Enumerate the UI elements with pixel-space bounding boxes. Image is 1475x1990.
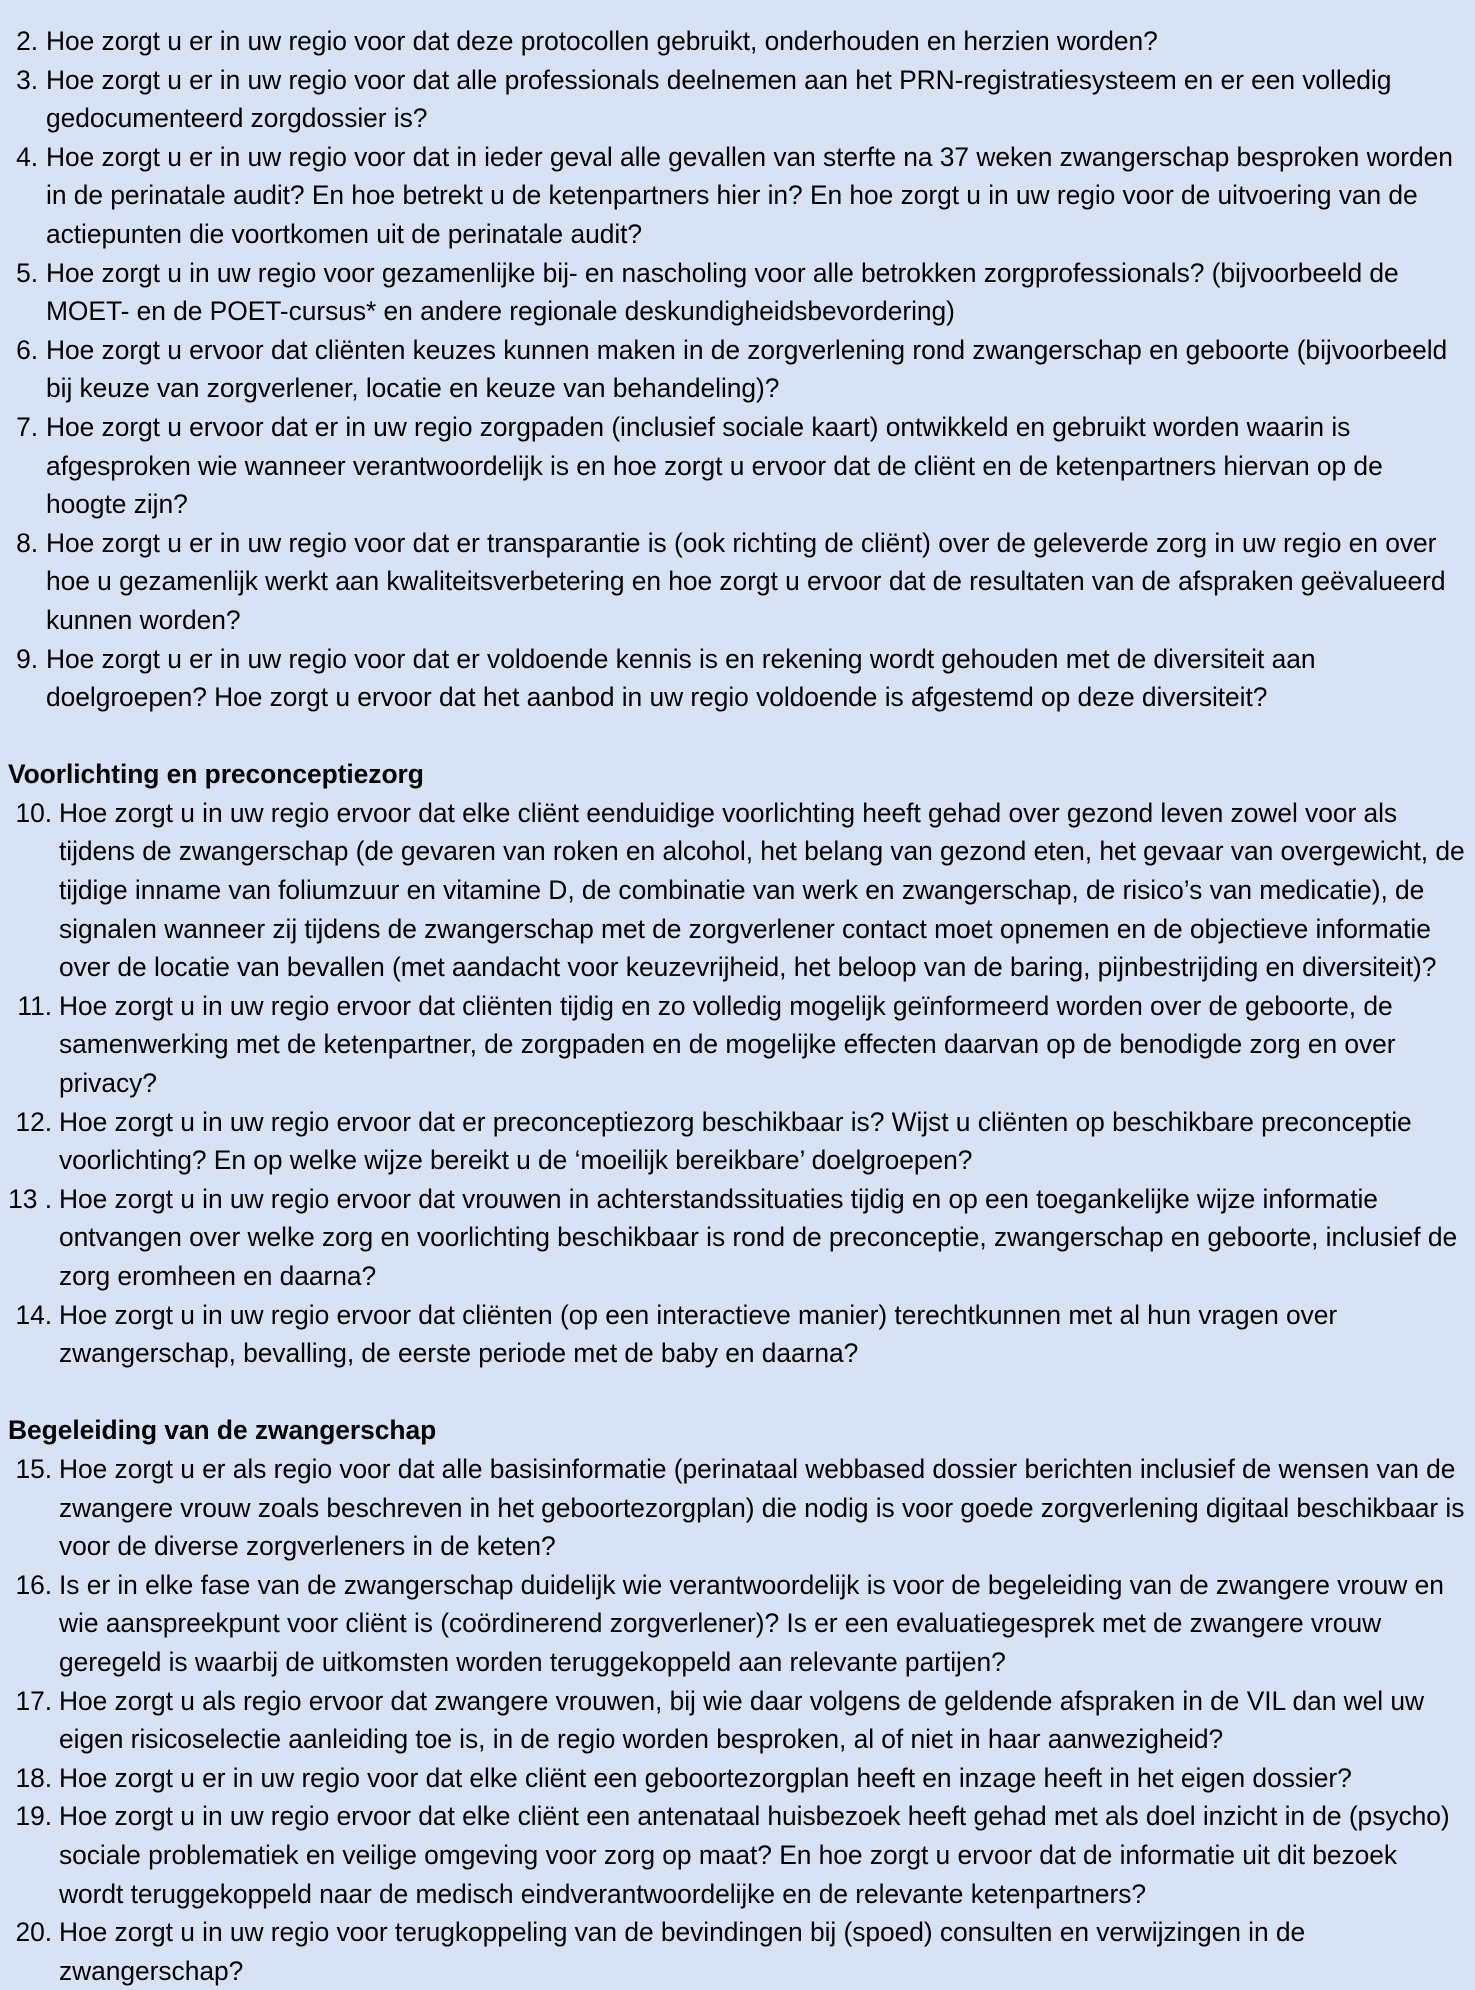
list-item [4,1566,1467,1682]
list-item-number: 16. [15,1569,52,1600]
list-item-number: 13 . [8,1183,52,1214]
list-item [4,408,1467,524]
list-item-text: Hoe zorgt u in uw regio ervoor dat cliënten tijdig en zo volledig mogelijk geïnformeerd worden over de geboorte, de samenwerking met de ketenpartner, de zorgpaden en de mogelijke effecten daarvan op de benodigde zorg en over privacy? [59,990,1396,1099]
list-item-text: Hoe zorgt u in uw regio ervoor dat elke cliënt eenduidige voorlichting heeft gehad over gezond leven zowel voor als tijdens de zwangerschap (de gevaren van roken en alcohol, het belang van gezond eten, het gevaar van overgewicht, de tijdige inname van foliumzuur en vitamine D, de combinatie van werk en zwangerschap, de risico’s van medicatie), de signalen wanneer zij tijdens de zwangerschap met de zorgverlener contact moet opnemen en de objectieve informatie over de locatie van bevallen (met aandacht voor keuzevrijheid, het beloop van de baring, pijnbestrijding en diversiteit)? [59,797,1465,983]
list-item-text: Hoe zorgt u in uw regio ervoor dat er preconceptiezorg beschikbaar is? Wijst u cliënten op beschikbare preconceptie voorlichting? En op welke wijze bereikt u de ‘moeilijk bereikbare’ doelgroepen? [59,1106,1412,1176]
list-item [4,524,1467,640]
list-item-number: 11. [17,990,52,1021]
list-item-number: 14. [15,1299,52,1330]
list-item-text: Hoe zorgt u in uw regio voor gezamenlijke bij- en nascholing voor alle betrokken zorgprofessionals? (bijvoorbeeld de MOET- en de POET-cursus* en andere regionale deskundigheidsbevordering) [46,257,1399,327]
question-list-voorlichting [4,794,1467,1373]
list-item [4,1759,1467,1798]
list-item [4,1296,1467,1373]
list-item [4,22,1467,61]
paragraph-spacer [4,1373,1467,1412]
list-item-text: Hoe zorgt u er in uw regio voor dat er transparantie is (ook richting de cliënt) over de geleverde zorg in uw regio en over hoe u gezamenlijk werkt aan kwaliteitsverbetering en hoe zorgt u ervoor dat de resultaten van de afspraken geëvalueerd kunnen worden? [46,527,1446,635]
list-item-number: 20. [15,1917,52,1948]
list-item-text: Hoe zorgt u ervoor dat er in uw regio zorgpaden (inclusief sociale kaart) ontwikkeld en gebruikt worden waarin is afgesproken wie wanneer verantwoordelijk is en hoe zorgt u ervoor dat de cliënt en de ketenpartners hiervan op de hoogte zijn? [46,411,1383,520]
list-item-number: 5. [16,257,38,288]
list-item [4,1103,1467,1180]
list-item-number: 12. [15,1106,52,1137]
list-item-number: 19. [15,1801,52,1832]
question-list-part-one [4,22,1467,717]
list-item-number: 15. [15,1453,52,1484]
list-item [4,1682,1467,1759]
list-item-text: Hoe zorgt u er als regio voor dat alle basisinformatie (perinataal webbased dossier berichten inclusief de wensen van de zwangere vrouw zoals beschreven in het geboortezorgplan) die nodig is voor goede zorgverlening digitaal beschikbaar is voor de diverse zorgverleners in de keten? [59,1453,1465,1562]
list-item-text: Hoe zorgt u ervoor dat cliënten keuzes kunnen maken in de zorgverlening rond zwangerschap en geboorte (bijvoorbeeld bij keuze van zorgverlener, locatie en keuze van behandeling)? [46,334,1448,404]
list-item [4,254,1467,331]
list-item-number: 10. [15,797,52,828]
paragraph-spacer [4,717,1467,756]
list-item-text: Is er in elke fase van de zwangerschap duidelijk wie verantwoordelijk is voor de begeleiding van de zwangere vrouw en wie aanspreekpunt voor cliënt is (coördinerend zorgverlener)? Is er een evaluatiegesprek met de zwangere vrouw geregeld is waarbij de uitkomsten worden teruggekoppeld aan relevante partijen? [59,1569,1444,1677]
list-item-number: 9. [16,643,38,674]
list-item-number: 8. [16,527,38,558]
list-item [4,61,1467,138]
question-list-begeleiding [4,1450,1467,1990]
list-item-number: 4. [16,141,38,172]
list-item-number: 6. [16,334,38,365]
list-item-text: Hoe zorgt u er in uw regio voor dat deze protocollen gebruikt, onderhouden en herzien worden? [46,26,1158,56]
list-item-text: Hoe zorgt u er in uw regio voor dat alle professionals deelnemen aan het PRN-registratiesysteem en er een volledig gedocumenteerd zorgdossier is? [46,64,1392,134]
document-body [4,22,1467,1990]
list-item [4,331,1467,408]
list-item-number: 18. [15,1762,52,1793]
list-item [4,1180,1467,1296]
list-item [4,794,1467,987]
list-item-text: Hoe zorgt u als regio ervoor dat zwangere vrouwen, bij wie daar volgens de geldende afspraken in de VIL dan wel uw eigen risicoselectie aanleiding toe is, in de regio worden besproken, al of niet in haar aanwezigheid? [59,1685,1424,1755]
list-item-text: Hoe zorgt u er in uw regio voor dat elke cliënt een geboortezorgplan heeft en inzage heeft in het eigen dossier? [59,1762,1352,1793]
list-item-text: Hoe zorgt u in uw regio voor terugkoppeling van de bevindingen bij (spoed) consulten en verwijzingen in de zwangerschap? [59,1917,1306,1986]
list-item-number: 3. [16,64,38,95]
list-item-text: Hoe zorgt u er in uw regio voor dat er voldoende kennis is en rekening wordt gehouden met de diversiteit aan doelgroepen? Hoe zorgt u ervoor dat het aanbod in uw regio voldoende is afgestemd op deze diversiteit? [46,643,1316,713]
list-item-number: 7. [16,411,38,442]
list-item [4,987,1467,1103]
list-item-number: 2. [16,26,38,56]
list-item-text: Hoe zorgt u in uw regio ervoor dat elke cliënt een antenataal huisbezoek heeft gehad met als doel inzicht in de (psycho) sociale problematiek en veilige omgeving voor zorg op maat? En hoe zorgt u ervoor dat de informatie uit dit bezoek wordt teruggekoppeld naar de medisch eindverantwoordelijke en de relevante ketenpartners? [59,1801,1450,1909]
list-item [4,640,1467,717]
list-item-text: Hoe zorgt u in uw regio ervoor dat cliënten (op een interactieve manier) terechtkunnen met al hun vragen over zwangerschap, bevalling, de eerste periode met de baby en daarna? [59,1299,1338,1369]
list-item [4,1797,1467,1913]
list-item-number: 17. [15,1685,52,1716]
list-item [4,1913,1467,1990]
list-item [4,138,1467,254]
section-heading-begeleiding: Begeleiding van de zwangerschap [8,1415,437,1446]
list-item-text: Hoe zorgt u er in uw regio voor dat in ieder geval alle gevallen van sterfte na 37 weken zwangerschap besproken worden in de perinatale audit? En hoe betrekt u de ketenpartners hier in? En hoe zorgt u in uw regio voor de uitvoering van de actiepunten die voortkomen uit de perinatale audit? [46,141,1453,249]
section-heading-voorlichting: Voorlichting en preconceptiezorg [8,759,424,790]
list-item [4,1450,1467,1566]
list-item-text: Hoe zorgt u in uw regio ervoor dat vrouwen in achterstandssituaties tijdig en op een toegankelijke wijze informatie ontvangen over welke zorg en voorlichting beschikbaar is rond de preconceptie, zwangerschap en geboorte, inclusief de zorg eromheen en daarna? [59,1183,1458,1291]
